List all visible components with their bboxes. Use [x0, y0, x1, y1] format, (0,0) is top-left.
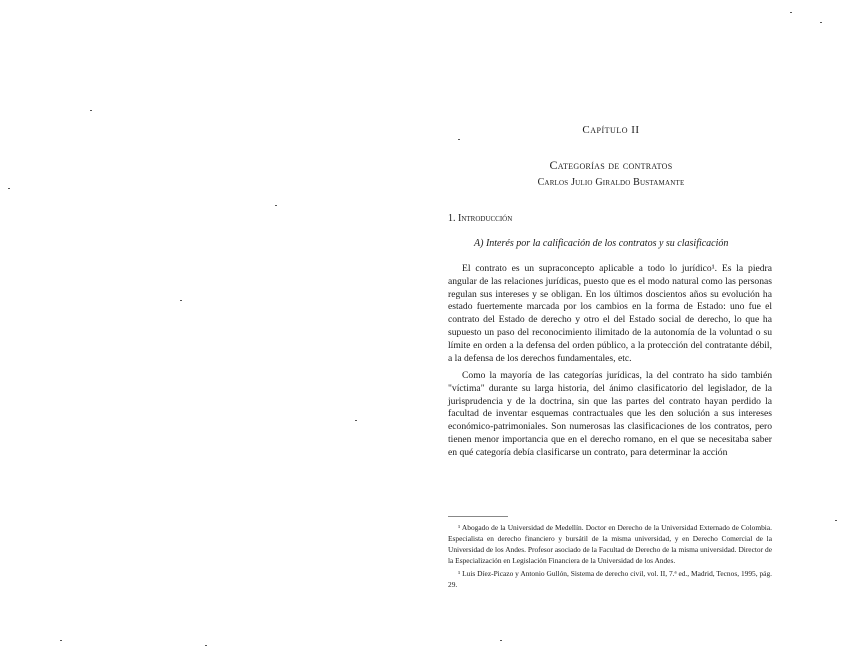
footnote-divider — [448, 516, 508, 517]
chapter-label: Capítulo II — [582, 124, 640, 136]
scan-speck — [458, 139, 460, 140]
section-heading: 1. Introducción — [448, 213, 513, 224]
subsection-heading: A) Interés por la calificación de los contratos y su clasificación — [474, 238, 729, 249]
footnote-2: ¹ Luis Díez-Picazo y Antonio Gullón, Sistema de derecho civil, vol. II, 7.ª ed., Madrid, Tecnos, 1995, pág. 29. — [448, 569, 772, 589]
scan-speck — [8, 188, 10, 189]
paragraph-text: Como la mayoría de las categorías jurídicas, la del contrato ha sido también "víctima" durante su larga historia, del ánimo clasificatorio del legislador, de la jurisprudencia y de la doctrina, sin que las partes del contrato hayan perdido la facultad de inventar esquemas contractuales que les den solución a sus intereses económico-patrimoniales. Son numerosas las clasificaciones de los contratos, pero tienen menor importancia que en el derecho romano, en el que se necesitaba saber en qué categoría debía clasificarse un contrato, para determinar la acción — [448, 370, 772, 458]
scan-speck — [835, 520, 837, 521]
scan-speck — [355, 420, 357, 421]
scan-speck — [180, 300, 182, 301]
chapter-title: Categorías de contratos — [549, 158, 673, 172]
footnotes — [448, 522, 772, 592]
body-paragraph-2 — [448, 370, 772, 460]
scan-speck — [205, 645, 207, 646]
footnote-1: ¹ Abogado de la Universidad de Medellín. Doctor en Derecho de la Universidad Externado de Colombia. Especialista en derecho financiero y bursátil de la misma universidad, y en Derecho Comercial de la Universidad de los Andes. Profesor asociado de la Facultad de Derecho de la misma universidad. Director de la Especialización en Legislación Financiera de la Universidad de los Andes. — [448, 523, 772, 565]
scan-speck — [275, 205, 277, 206]
paragraph-text: El contrato es un supraconcepto aplicable a todo lo jurídico¹. Es la piedra angular de las relaciones jurídicas, puesto que es el modo natural como las personas regulan sus intereses y se obligan. En los últimos doscientos años su evolución ha estado fuertemente marcada por los cambios en la forma de Estado: uno fue el contrato del Estado de derecho y otro el del Estado social de derecho, lo que ha supuesto un paso del reconocimiento ilimitado de la autonomía de la voluntad o su límite en orden a la defensa del orden público, a la protección del contratante débil, a la defensa de los derechos fundamentales, etc. — [448, 263, 772, 364]
scan-speck — [790, 12, 792, 13]
scan-speck — [60, 640, 62, 641]
body-paragraph-1 — [448, 263, 772, 365]
scan-speck — [820, 22, 822, 23]
scan-speck — [500, 640, 502, 641]
author-name: Carlos Julio Giraldo Bustamante — [537, 177, 685, 188]
scan-speck — [90, 110, 92, 111]
